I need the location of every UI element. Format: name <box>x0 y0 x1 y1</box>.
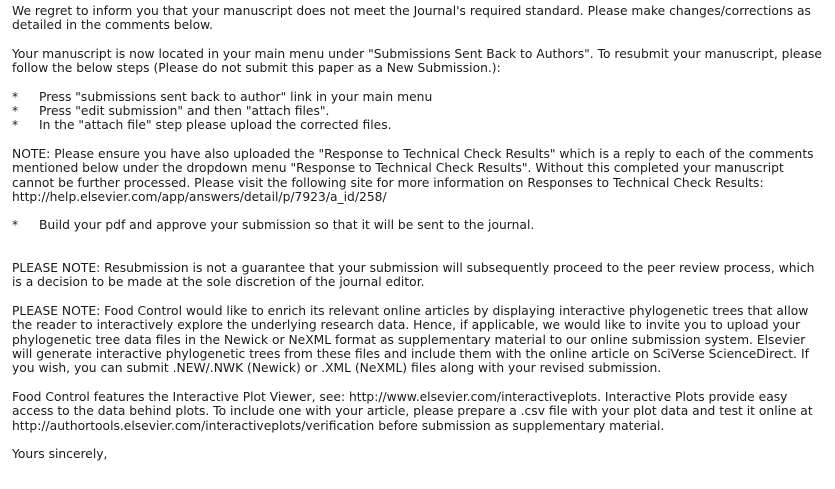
step-text: In the "attach file" step please upload the corrected files. <box>39 118 392 133</box>
build-step-text: Build your pdf and approve your submission so that it will be sent to the journal. <box>39 218 535 233</box>
technical-check-note: NOTE: Please ensure you have also uploaded the "Response to Technical Check Results" which is a reply to each of the comments mentioned below under the dropdown menu "Response to Technical Check Results". Without this completed your manuscript cannot be further processed. Please visit the following site for more information on Responses to Technical Check Results: http://help.elsevier.com/app/answers/detail/p/7923/a_id/258/ <box>12 146 814 205</box>
resubmission-note: PLEASE NOTE: Resubmission is not a guarantee that your submission will subsequently proceed to the peer review process, which is a decision to be made at the sole discretion of the journal editor. <box>12 260 815 290</box>
resubmit-instructions-paragraph: Your manuscript is now located in your main menu under "Submissions Sent Back to Authors". To resubmit your manuscript, please follow the below steps (Please do not submit this paper as a New Submission.): <box>12 46 822 76</box>
bullet-marker: * <box>12 218 19 233</box>
regret-paragraph: We regret to inform you that your manuscript does not meet the Journal's required standard. Please make changes/corrections as detailed in the comments below. <box>12 4 811 33</box>
step-item <box>12 104 822 118</box>
phylogenetic-note: PLEASE NOTE: Food Control would like to enrich its relevant online articles by displaying interactive phylogenetic trees that allow the reader to interactively explore the underlying research data. Hence, if applicable, we would like to invite you to upload your phylogenetic tree data files in the Newick or NeXML format as supplementary material to our online submission system. Elsevier will generate interactive phylogenetic trees from these files and include them with the online article on SciVerse ScienceDirect. If you wish, you can submit .NEW/.NWK (Newick) or .XML (NeXML) files along with your revised submission. <box>12 303 809 376</box>
bullet-marker: * <box>12 89 19 104</box>
email-body <box>12 4 822 475</box>
closing-line: Yours sincerely, <box>12 446 108 461</box>
bullet-marker: * <box>12 104 19 119</box>
bullet-marker: * <box>12 118 19 133</box>
steps-list <box>12 90 822 133</box>
spacer <box>12 247 822 261</box>
step-item <box>12 118 822 132</box>
interactive-plots-paragraph: Food Control features the Interactive Plot Viewer, see: http://www.elsevier.com/interactiveplots. Interactive Plots provide easy access to the data behind plots. To include one with your article, please prepare a .csv file with your plot data and test it online at http://authortools.elsevier.com/interactiveplots/verification before submission as supplementary material. <box>12 389 813 433</box>
step-text: Press "edit submission" and then "attach files". <box>39 104 330 119</box>
step-text: Press "submissions sent back to author" link in your main menu <box>39 89 433 104</box>
step-item <box>12 218 822 232</box>
step-item <box>12 90 822 104</box>
build-step-list <box>12 218 822 232</box>
